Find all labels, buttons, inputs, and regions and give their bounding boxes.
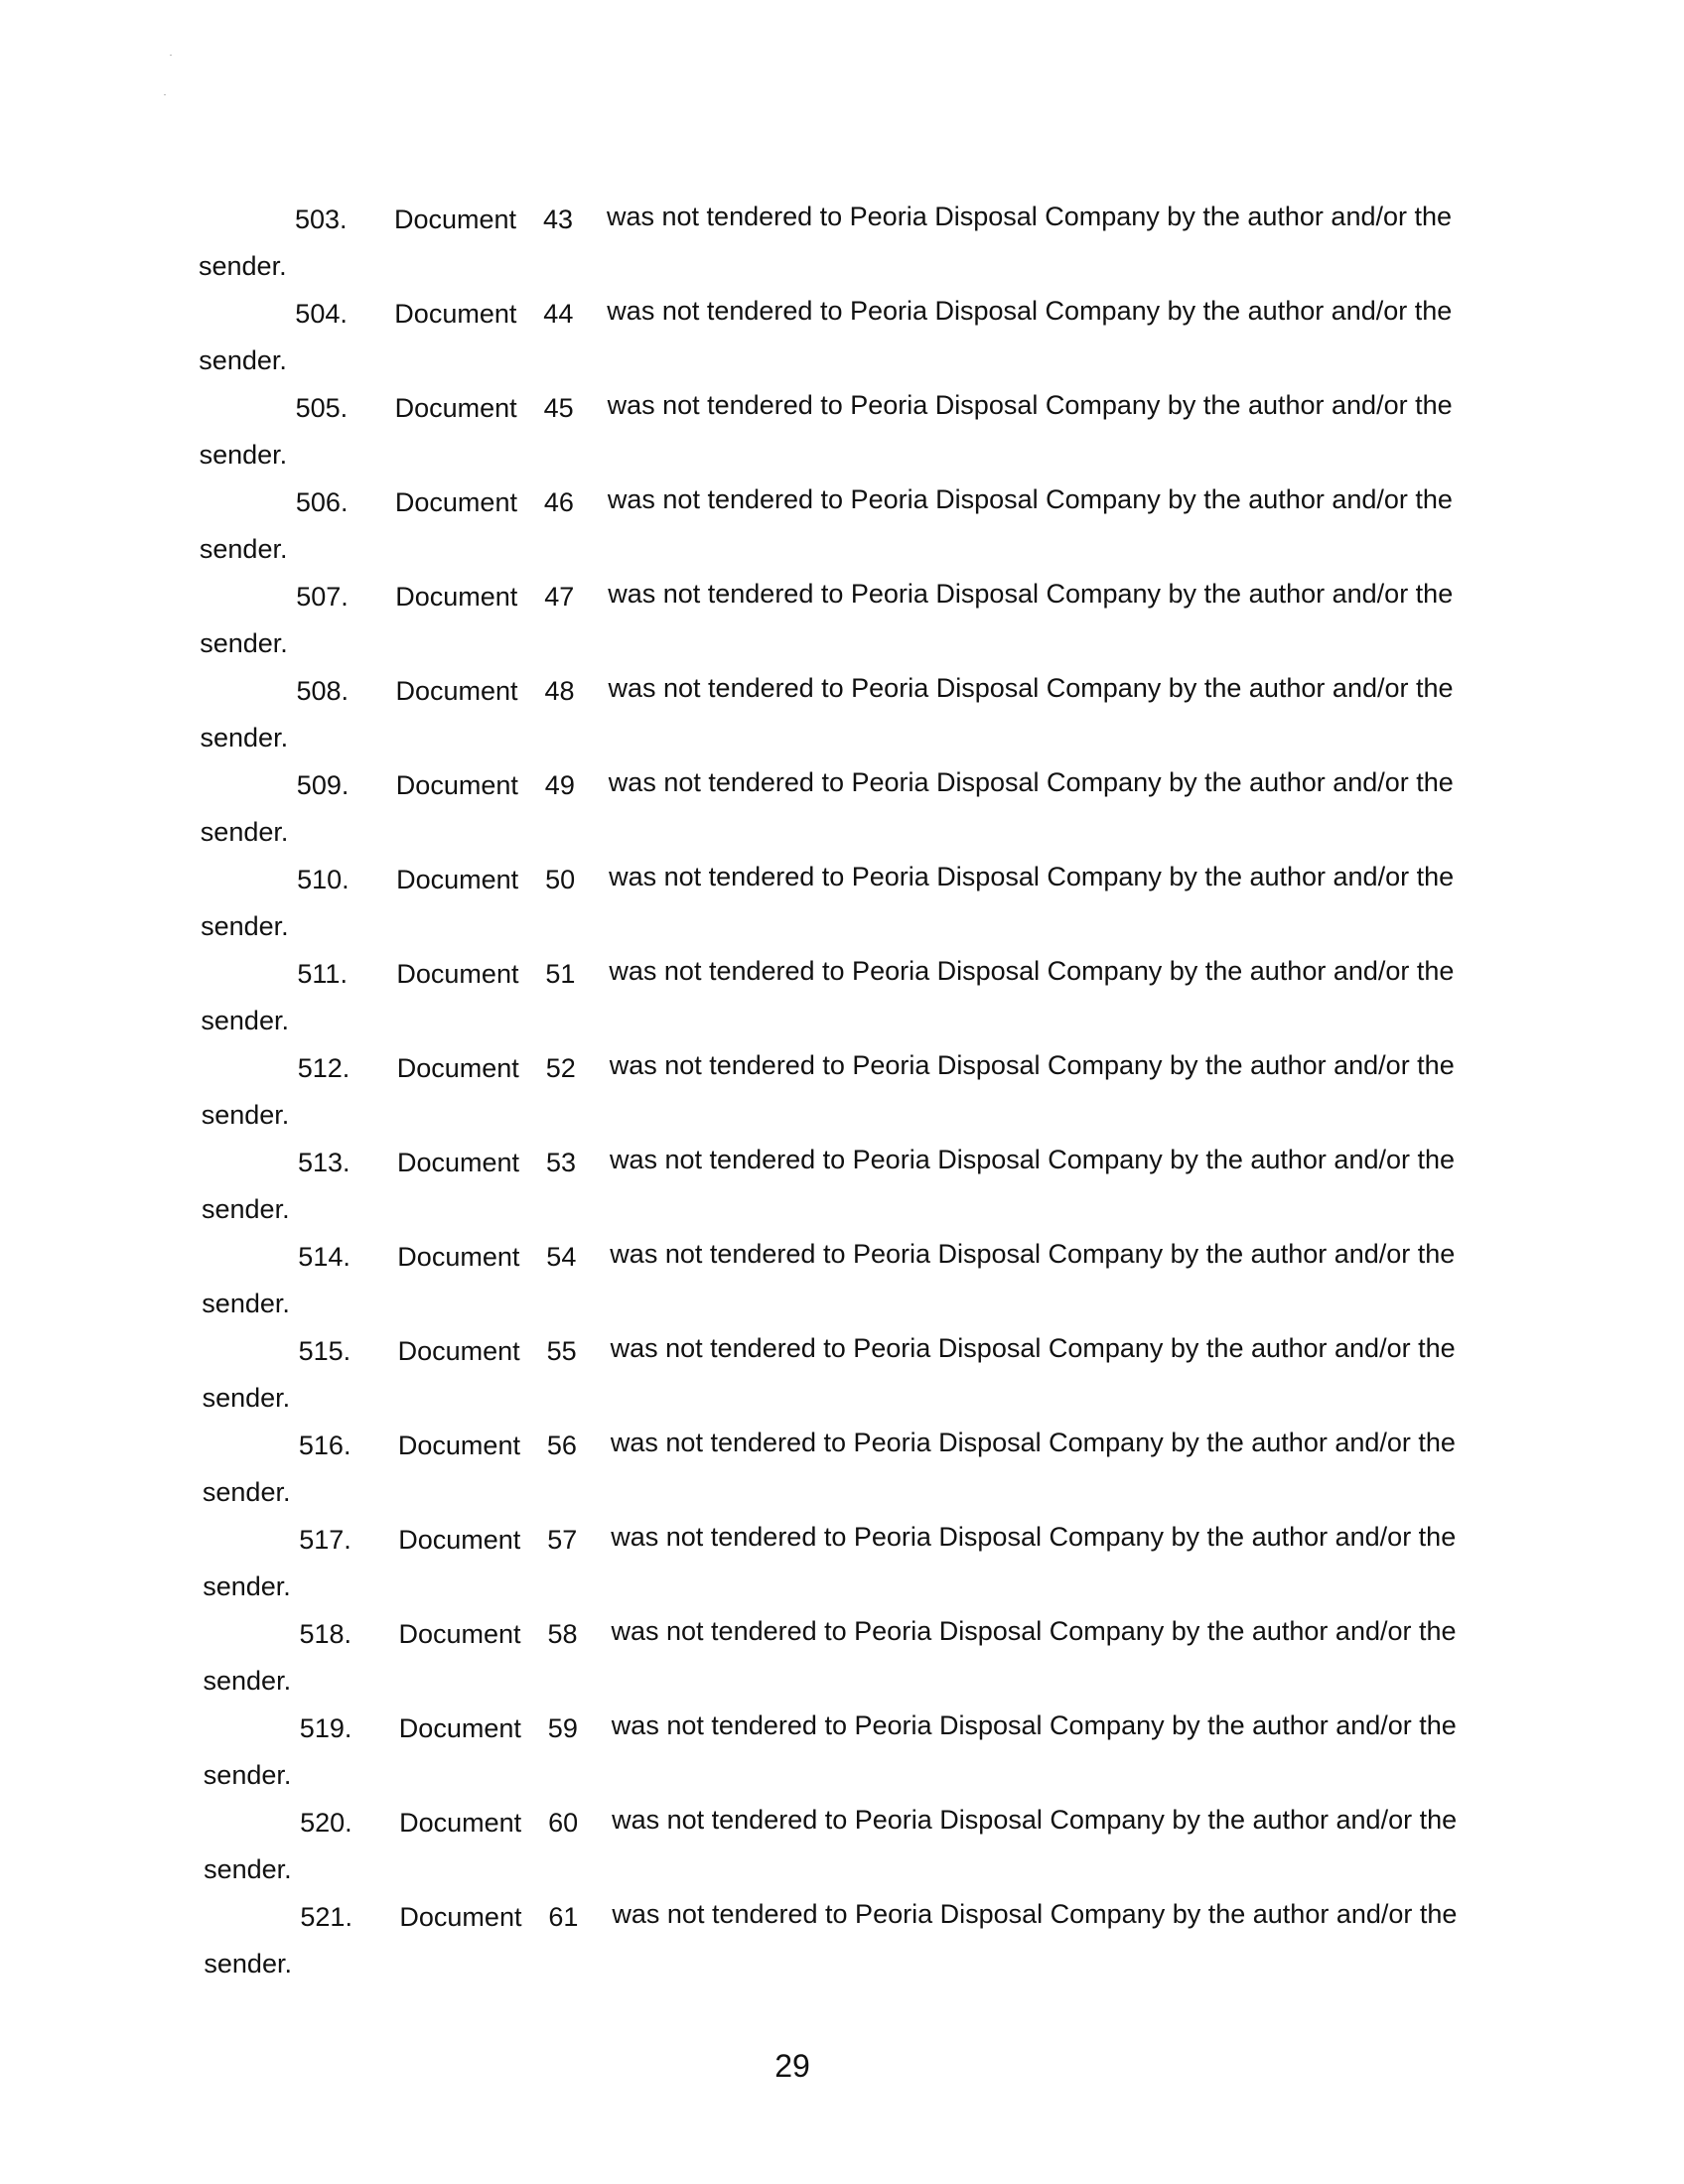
- paragraph-document-word: Document: [394, 205, 517, 234]
- paragraph-number: 508.: [296, 676, 350, 706]
- paragraph-number: 506.: [295, 487, 349, 517]
- paragraph-number: 515.: [298, 1336, 351, 1366]
- paragraph-document-number: 56: [546, 1431, 577, 1460]
- paragraph-continuation: sender.: [202, 1477, 291, 1507]
- paragraph-document-number: 43: [543, 205, 574, 234]
- paragraph-document-word: Document: [396, 959, 519, 989]
- paragraph-continuation: sender.: [201, 1006, 289, 1035]
- paragraph-document-word: Document: [395, 770, 518, 800]
- numbered-paragraph: [199, 298, 1479, 392]
- numbered-paragraph: [203, 1524, 1483, 1618]
- scan-specks: [164, 55, 174, 114]
- numbered-paragraph: [201, 958, 1481, 1052]
- paragraph-text: was not tendered to Peoria Disposal Company by the author and/or the: [609, 1050, 1455, 1080]
- paragraph-document-word: Document: [394, 487, 517, 517]
- paragraph-continuation: sender.: [202, 1194, 290, 1224]
- paragraph-document-word: Document: [397, 1431, 520, 1460]
- paragraph-number: 514.: [298, 1242, 351, 1272]
- paragraph-continuation: sender.: [203, 1666, 292, 1696]
- paragraph-text: was not tendered to Peoria Disposal Company by the author and/or the: [612, 1805, 1458, 1835]
- numbered-paragraph: [201, 864, 1481, 958]
- numbered-paragraph: [201, 769, 1481, 864]
- paragraph-document-word: Document: [394, 393, 517, 423]
- numbered-paragraph: [199, 204, 1479, 298]
- paragraph-text: was not tendered to Peoria Disposal Company by the author and/or the: [611, 1616, 1457, 1646]
- paragraph-continuation: sender.: [202, 1383, 291, 1413]
- paragraph-document-word: Document: [395, 582, 518, 612]
- paragraph-document-number: 49: [544, 770, 575, 800]
- paragraph-first-line: [202, 1147, 1482, 1178]
- paragraph-first-line: [201, 958, 1481, 990]
- numbered-paragraph: [200, 486, 1480, 581]
- numbered-paragraph: [203, 1430, 1483, 1524]
- paragraph-first-line: [204, 1712, 1484, 1744]
- paragraph-first-line: [203, 1524, 1483, 1556]
- paragraph-number: 518.: [299, 1619, 352, 1649]
- paragraph-document-number: 59: [547, 1713, 578, 1743]
- paragraph-first-line: [199, 204, 1479, 235]
- numbered-paragraph-list: [199, 204, 1479, 1995]
- paragraph-continuation: sender.: [204, 1949, 292, 1979]
- paragraph-document-number: 54: [546, 1242, 577, 1272]
- paragraph-first-line: [204, 1901, 1484, 1933]
- paragraph-text: was not tendered to Peoria Disposal Company by the author and/or the: [608, 767, 1454, 797]
- paragraph-text: was not tendered to Peoria Disposal Company by the author and/or the: [612, 1899, 1458, 1929]
- paragraph-document-number: 60: [548, 1808, 579, 1838]
- paragraph-document-word: Document: [397, 1242, 520, 1272]
- paragraph-document-number: 52: [545, 1053, 576, 1083]
- paragraph-document-number: 53: [546, 1148, 577, 1177]
- paragraph-number: 510.: [297, 865, 350, 894]
- paragraph-continuation: sender.: [203, 1571, 291, 1601]
- paragraph-document-number: 45: [543, 393, 574, 423]
- paragraph-number: 504.: [295, 299, 348, 329]
- paragraph-continuation: sender.: [201, 1100, 290, 1130]
- paragraph-document-number: 57: [547, 1525, 578, 1555]
- paragraph-first-line: [203, 1430, 1483, 1461]
- paragraph-number: 521.: [300, 1902, 352, 1932]
- numbered-paragraph: [202, 1052, 1482, 1147]
- numbered-paragraph: [203, 1335, 1483, 1430]
- paragraph-first-line: [204, 1807, 1484, 1839]
- paragraph-continuation: sender.: [199, 251, 287, 281]
- paragraph-first-line: [202, 1241, 1482, 1273]
- paragraph-number: 511.: [297, 959, 348, 989]
- numbered-paragraph: [204, 1901, 1484, 1995]
- numbered-paragraph: [204, 1618, 1484, 1712]
- paragraph-continuation: sender.: [201, 911, 289, 941]
- paragraph-document-word: Document: [399, 1808, 522, 1838]
- paragraph-document-word: Document: [396, 865, 519, 894]
- paragraph-text: was not tendered to Peoria Disposal Company by the author and/or the: [611, 1522, 1457, 1552]
- paragraph-number: 517.: [299, 1525, 351, 1555]
- paragraph-number: 507.: [296, 582, 349, 612]
- numbered-paragraph: [204, 1807, 1484, 1901]
- paragraph-text: was not tendered to Peoria Disposal Company by the author and/or the: [610, 1428, 1456, 1457]
- paragraph-continuation: sender.: [199, 440, 288, 470]
- paragraph-first-line: [201, 864, 1481, 895]
- scan-speck: [170, 55, 172, 56]
- paragraph-document-word: Document: [398, 1525, 521, 1555]
- paragraph-number: 520.: [300, 1808, 352, 1838]
- paragraph-first-line: [201, 675, 1481, 707]
- paragraph-continuation: sender.: [202, 1289, 290, 1318]
- paragraph-document-number: 55: [546, 1336, 577, 1366]
- paragraph-document-word: Document: [397, 1148, 520, 1177]
- scan-speck: [164, 94, 166, 95]
- paragraph-document-word: Document: [397, 1336, 520, 1366]
- paragraph-document-number: 50: [545, 865, 576, 894]
- paragraph-text: was not tendered to Peoria Disposal Company by the author and/or the: [608, 579, 1454, 609]
- paragraph-continuation: sender.: [203, 1760, 292, 1790]
- paragraph-number: 513.: [298, 1148, 351, 1177]
- paragraph-continuation: sender.: [200, 723, 289, 752]
- paragraph-document-number: 61: [548, 1902, 579, 1932]
- paragraph-text: was not tendered to Peoria Disposal Company by the author and/or the: [609, 862, 1455, 891]
- paragraph-continuation: sender.: [204, 1854, 292, 1884]
- paragraph-text: was not tendered to Peoria Disposal Company by the author and/or the: [608, 673, 1454, 703]
- numbered-paragraph: [201, 675, 1481, 769]
- paragraph-number: 516.: [298, 1431, 351, 1460]
- paragraph-text: was not tendered to Peoria Disposal Company by the author and/or the: [610, 1239, 1456, 1269]
- paragraph-first-line: [200, 392, 1480, 424]
- paragraph-first-line: [200, 581, 1480, 613]
- paragraph-text: was not tendered to Peoria Disposal Company by the author and/or the: [607, 390, 1453, 420]
- paragraph-text: was not tendered to Peoria Disposal Company by the author and/or the: [607, 296, 1453, 326]
- paragraph-text: was not tendered to Peoria Disposal Company by the author and/or the: [610, 1333, 1456, 1363]
- numbered-paragraph: [204, 1712, 1484, 1807]
- paragraph-continuation: sender.: [199, 534, 288, 564]
- numbered-paragraph: [202, 1241, 1482, 1335]
- paragraph-document-word: Document: [395, 676, 518, 706]
- paragraph-document-number: 44: [543, 299, 574, 329]
- paragraph-continuation: sender.: [199, 345, 287, 375]
- paragraph-document-word: Document: [394, 299, 517, 329]
- paragraph-number: 503.: [295, 205, 348, 234]
- paragraph-number: 509.: [296, 770, 350, 800]
- paragraph-document-number: 51: [545, 959, 576, 989]
- paragraph-first-line: [200, 486, 1480, 518]
- paragraph-text: was not tendered to Peoria Disposal Company by the author and/or the: [607, 484, 1453, 514]
- paragraph-first-line: [201, 769, 1481, 801]
- page-number: 29: [774, 2048, 810, 2084]
- numbered-paragraph: [200, 392, 1480, 486]
- paragraph-document-number: 46: [543, 487, 574, 517]
- paragraph-text: was not tendered to Peoria Disposal Company by the author and/or the: [609, 956, 1455, 986]
- paragraph-continuation: sender.: [200, 628, 288, 658]
- paragraph-text: was not tendered to Peoria Disposal Company by the author and/or the: [610, 1145, 1456, 1174]
- paragraph-number: 512.: [297, 1053, 351, 1083]
- paragraph-first-line: [202, 1052, 1482, 1084]
- numbered-paragraph: [202, 1147, 1482, 1241]
- paragraph-first-line: [204, 1618, 1484, 1650]
- paragraph-document-word: Document: [396, 1053, 519, 1083]
- paragraph-first-line: [199, 298, 1479, 330]
- paragraph-text: was not tendered to Peoria Disposal Company by the author and/or the: [611, 1710, 1457, 1740]
- paragraph-number: 519.: [299, 1713, 352, 1743]
- paragraph-text: was not tendered to Peoria Disposal Company by the author and/or the: [607, 202, 1453, 231]
- paragraph-document-number: 48: [544, 676, 575, 706]
- paragraph-continuation: sender.: [200, 817, 289, 847]
- paragraph-document-number: 47: [544, 582, 575, 612]
- paragraph-document-word: Document: [399, 1902, 522, 1932]
- paragraph-number: 505.: [295, 393, 349, 423]
- paragraph-document-word: Document: [398, 1619, 521, 1649]
- numbered-paragraph: [200, 581, 1480, 675]
- paragraph-first-line: [203, 1335, 1483, 1367]
- paragraph-document-word: Document: [398, 1713, 521, 1743]
- paragraph-document-number: 58: [547, 1619, 578, 1649]
